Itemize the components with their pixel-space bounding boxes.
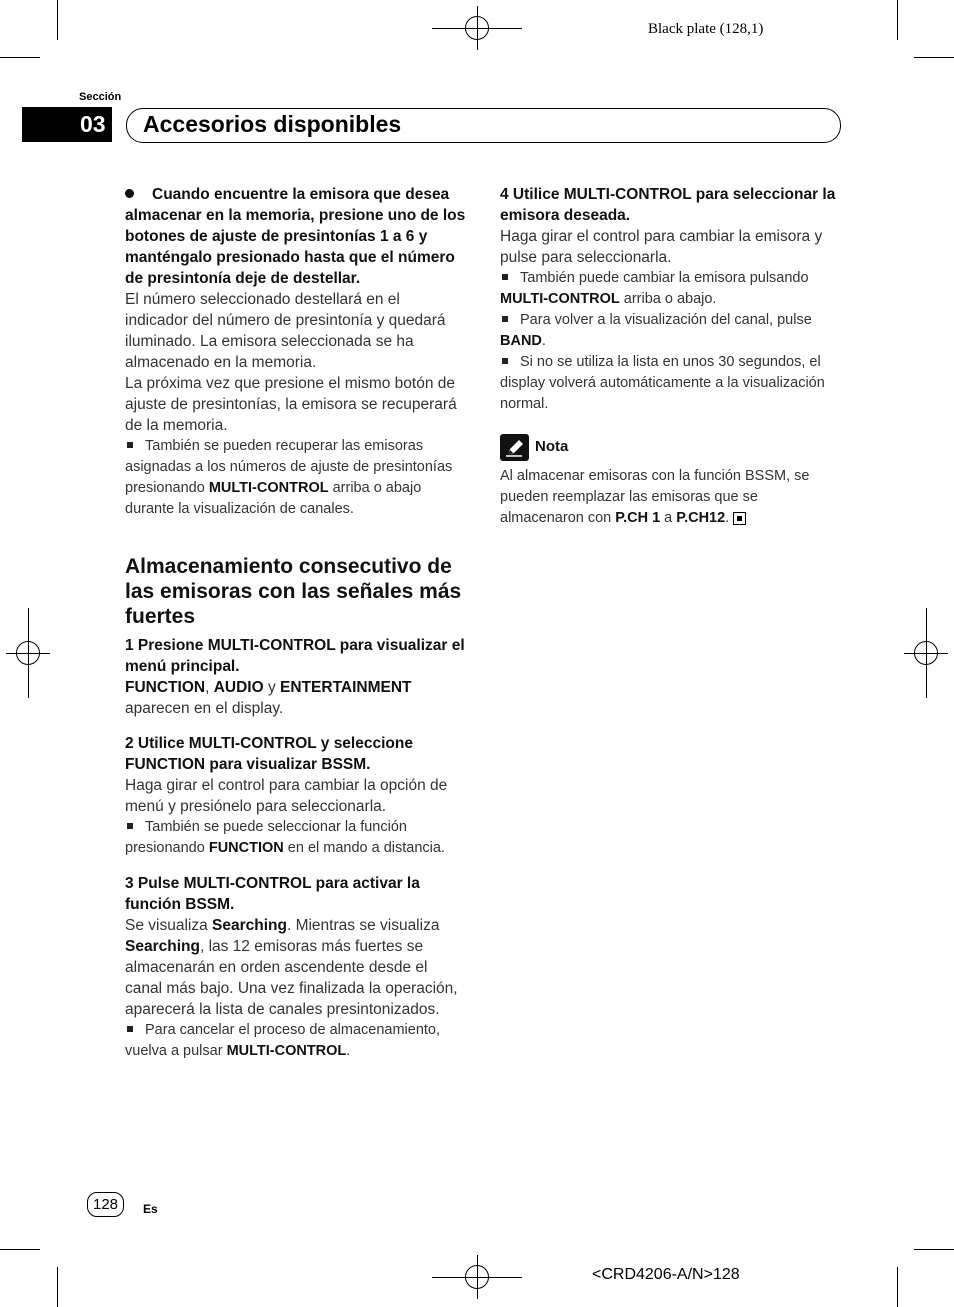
registration-circle <box>465 1265 489 1289</box>
square-bullet-icon <box>502 274 508 280</box>
bullet-dot-icon <box>125 189 134 198</box>
note-item: Para cancelar el proceso de almacenamiento, vuelva a pulsar MULTI-CONTROL. <box>125 1022 440 1059</box>
language-code: Es <box>143 1202 158 1216</box>
square-bullet-icon <box>502 316 508 322</box>
step-title: 3 Pulse MULTI-CONTROL para activar la función BSSM. <box>125 875 420 913</box>
section-title: Accesorios disponibles <box>143 111 402 137</box>
registration-circle <box>465 16 489 40</box>
note-item: También se puede seleccionar la función presionando FUNCTION en el mando a distancia. <box>125 819 445 856</box>
note-item: Si no se utiliza la lista en unos 30 segundos, el display volverá automáticamente a la visualización normal. <box>500 354 825 412</box>
crop-mark <box>897 0 898 40</box>
note-label: Nota <box>535 438 569 455</box>
crop-mark <box>0 57 40 58</box>
paragraph: Se visualiza Searching. Mientras se visualiza Searching, las 12 emisoras más fuertes se almacenarán en orden ascendente desde el canal más bajo. Una vez finalizada la operación, aparecerá la lista de canales presintonizados. <box>125 917 458 1018</box>
crop-mark <box>914 1249 954 1250</box>
crop-mark <box>914 57 954 58</box>
crop-mark <box>0 1249 40 1250</box>
section-heading: Almacenamiento consecutivo de las emisoras con las señales más fuertes <box>125 555 462 628</box>
paragraph: El número seleccionado destellará en el indicador del número de presintonía y quedará iluminado. La emisora seleccionada se ha almacenado en la memoria. <box>125 291 446 371</box>
end-mark-icon <box>733 512 746 525</box>
left-column <box>125 184 467 1062</box>
section-number: 03 <box>22 107 112 142</box>
note-item: También se pueden recuperar las emisoras asignadas a los números de ajuste de presintonías presionando MULTI-CONTROL arriba o abajo durante la visualización de canales. <box>125 438 453 517</box>
crop-mark <box>57 1267 58 1307</box>
crop-mark <box>57 0 58 40</box>
registration-circle <box>914 641 938 665</box>
note-item: Para volver a la visualización del canal, pulse BAND. <box>500 312 812 349</box>
square-bullet-icon <box>127 442 133 448</box>
paragraph: FUNCTION, AUDIO y ENTERTAINMENT aparecen en el display. <box>125 679 412 717</box>
square-bullet-icon <box>127 823 133 829</box>
page-number: 128 <box>87 1192 124 1217</box>
section-label: Sección <box>79 91 122 103</box>
paragraph: Haga girar el control para cambiar la opción de menú y presiónelo para seleccionarla. <box>125 777 448 815</box>
document-code: <CRD4206-A/N>128 <box>592 1266 740 1283</box>
note-body: Al almacenar emisoras con la función BSSM, se pueden reemplazar las emisoras que se almacenaron con P.CH 1 a P.CH12. <box>500 468 810 526</box>
paragraph: La próxima vez que presione el mismo botón de ajuste de presintonías, la emisora se recuperará de la memoria. <box>125 375 457 434</box>
step-title: 4 Utilice MULTI-CONTROL para seleccionar la emisora deseada. <box>500 186 836 224</box>
paragraph: Haga girar el control para cambiar la emisora y pulse para seleccionarla. <box>500 228 823 266</box>
step-title: 1 Presione MULTI-CONTROL para visualizar el menú principal. <box>125 637 465 675</box>
registration-circle <box>16 641 40 665</box>
note-item: También puede cambiar la emisora pulsando MULTI-CONTROL arriba o abajo. <box>500 270 809 307</box>
pencil-note-icon <box>500 434 529 461</box>
step-title: 2 Utilice MULTI-CONTROL y seleccione FUNCTION para visualizar BSSM. <box>125 735 413 773</box>
right-column <box>500 184 840 415</box>
square-bullet-icon <box>502 358 508 364</box>
bullet-instruction: Cuando encuentre la emisora que desea almacenar en la memoria, presione uno de los botones de ajuste de presintonías 1 a 6 y manténgalo presionado hasta que el número de presintonía deje de destellar. <box>125 186 466 287</box>
plate-label: Black plate (128,1) <box>648 21 764 37</box>
crop-mark <box>897 1267 898 1307</box>
square-bullet-icon <box>127 1026 133 1032</box>
